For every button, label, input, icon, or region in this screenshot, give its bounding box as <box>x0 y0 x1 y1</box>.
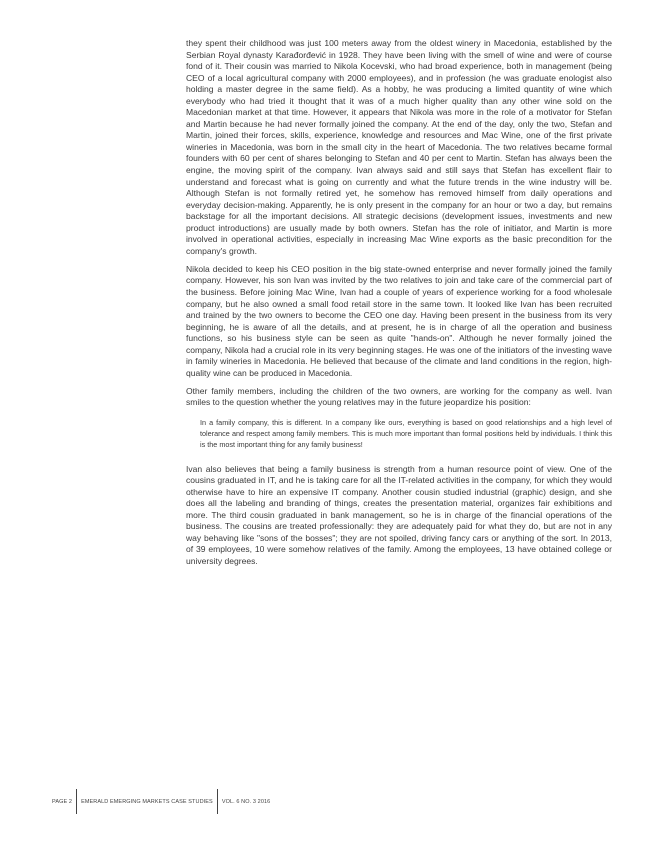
footer-divider <box>217 789 218 814</box>
footer-page-number: PAGE 2 <box>52 798 73 805</box>
paragraph-2: Nikola decided to keep his CEO position in the big state-owned enterprise and never formally joined the family company. However, his son Ivan was invited by the two relatives to join and take care of the commercial part of the business. Before joining Mac Wine, Ivan had a couple of years of experience working for a food wholesale company, but he also owned a small food retail store in the same town. It looked like Ivan has been recruited and trained by the two owners to become the CEO one day. Having been present in the business from its very beginning, he is aware of all the details, and at present, he is in charge of all the operation and business functions, so his business style can be seen as quite "hands-on". Although he never formally joined the company, Nikola had a crucial role in its very beginning stages. He was one of the initiators of the investing wave in family wineries in Macedonia. He believed that because of the climate and land conditions in the region, high-quality wine can be produced in Macedonia. <box>186 263 612 378</box>
article-body <box>186 38 612 574</box>
footer-journal-title: EMERALD EMERGING MARKETS CASE STUDIES <box>81 798 213 805</box>
paragraph-1: they spent their childhood was just 100 meters away from the oldest winery in Macedonia, established by the Serbian Royal dynasty Karađorđević in 1928. They have been living with the smell of wine and were of course fond of it. Their cousin was married to Nikola Kocevski, who had broad experience, both in management (being CEO of a local agricultural company with 2000 employees), and in profession (he was graduate enologist also holding a master degree in the same field). As a hobby, he was producing a limited quantity of wine which everybody who had tried it thought that it was of a much higher quality than any other wine sold on the Macedonian market at that time. However, it appears that Nikola was more in the role of a motivator for Stefan and Martin because he had never formally joined the company. At the end of the day, only the two, Stefan and Martin, joined their forces, skills, experience, knowledge and resources and Mac Wine, one of the first private wineries in Macedonia, was born in the small city in the heart of Macedonia. The two relatives became formal founders with 60 per cent of shares belonging to Stefan and 40 per cent to Martin. Stefan has always been the engine, the moving spirit of the company. Ivan always said and still says that Stefan has excellent flair to understand and forecast what is going on currently and what the future trends in the wine industry will be. Although Stefan is not formally retired yet, he somehow has removed himself from daily operations and everyday decision-making. Apparently, he is only present in the company for an hour or two a day, but remains backstage for all the important decisions. All strategic decisions (development issues, investments and new product introductions) are usually made by both owners. Stefan has the role of initiator, and Martin is more involved in operational activities, especially in increasing Mac Wine exports as the basic precondition for the company's growth. <box>186 38 612 256</box>
paragraph-4: Ivan also believes that being a family business is strength from a human resource point of view. One of the cousins graduated in IT, and he is taking care for all the IT-related activities in the company, for which they would otherwise have to hire an expensive IT company. Another cousin studied industrial (graphic) design, and she does all the labeling and branding of things, creates the presentation material, organizes fair exhibitions and more. The third cousin graduated in bank management, so he is in charge of the financial operations of the business. The cousins are treated professionally: they are adequately paid for what they do, but are not in any way behaving like "sons of the bosses"; they are not spoiled, driving fancy cars or anything of the sort. In 2013, of 39 employees, 10 were somehow relatives of the family. Among the employees, 13 have obtained college or university degrees. <box>186 463 612 566</box>
page-footer <box>52 789 270 814</box>
footer-divider <box>76 789 77 814</box>
paragraph-3: Other family members, including the children of the two owners, are working for the company as well. Ivan smiles to the question whether the young relatives may in the future jeopardize his position: <box>186 385 612 408</box>
footer-volume: VOL. 6 NO. 3 2016 <box>221 798 271 805</box>
block-quote: In a family company, this is different. In a company like ours, everything is based on good relationships and a high level of tolerance and respect among family members. This is much more important than formal positions held by individuals. I think this is the most important thing for any family business! <box>200 417 612 450</box>
